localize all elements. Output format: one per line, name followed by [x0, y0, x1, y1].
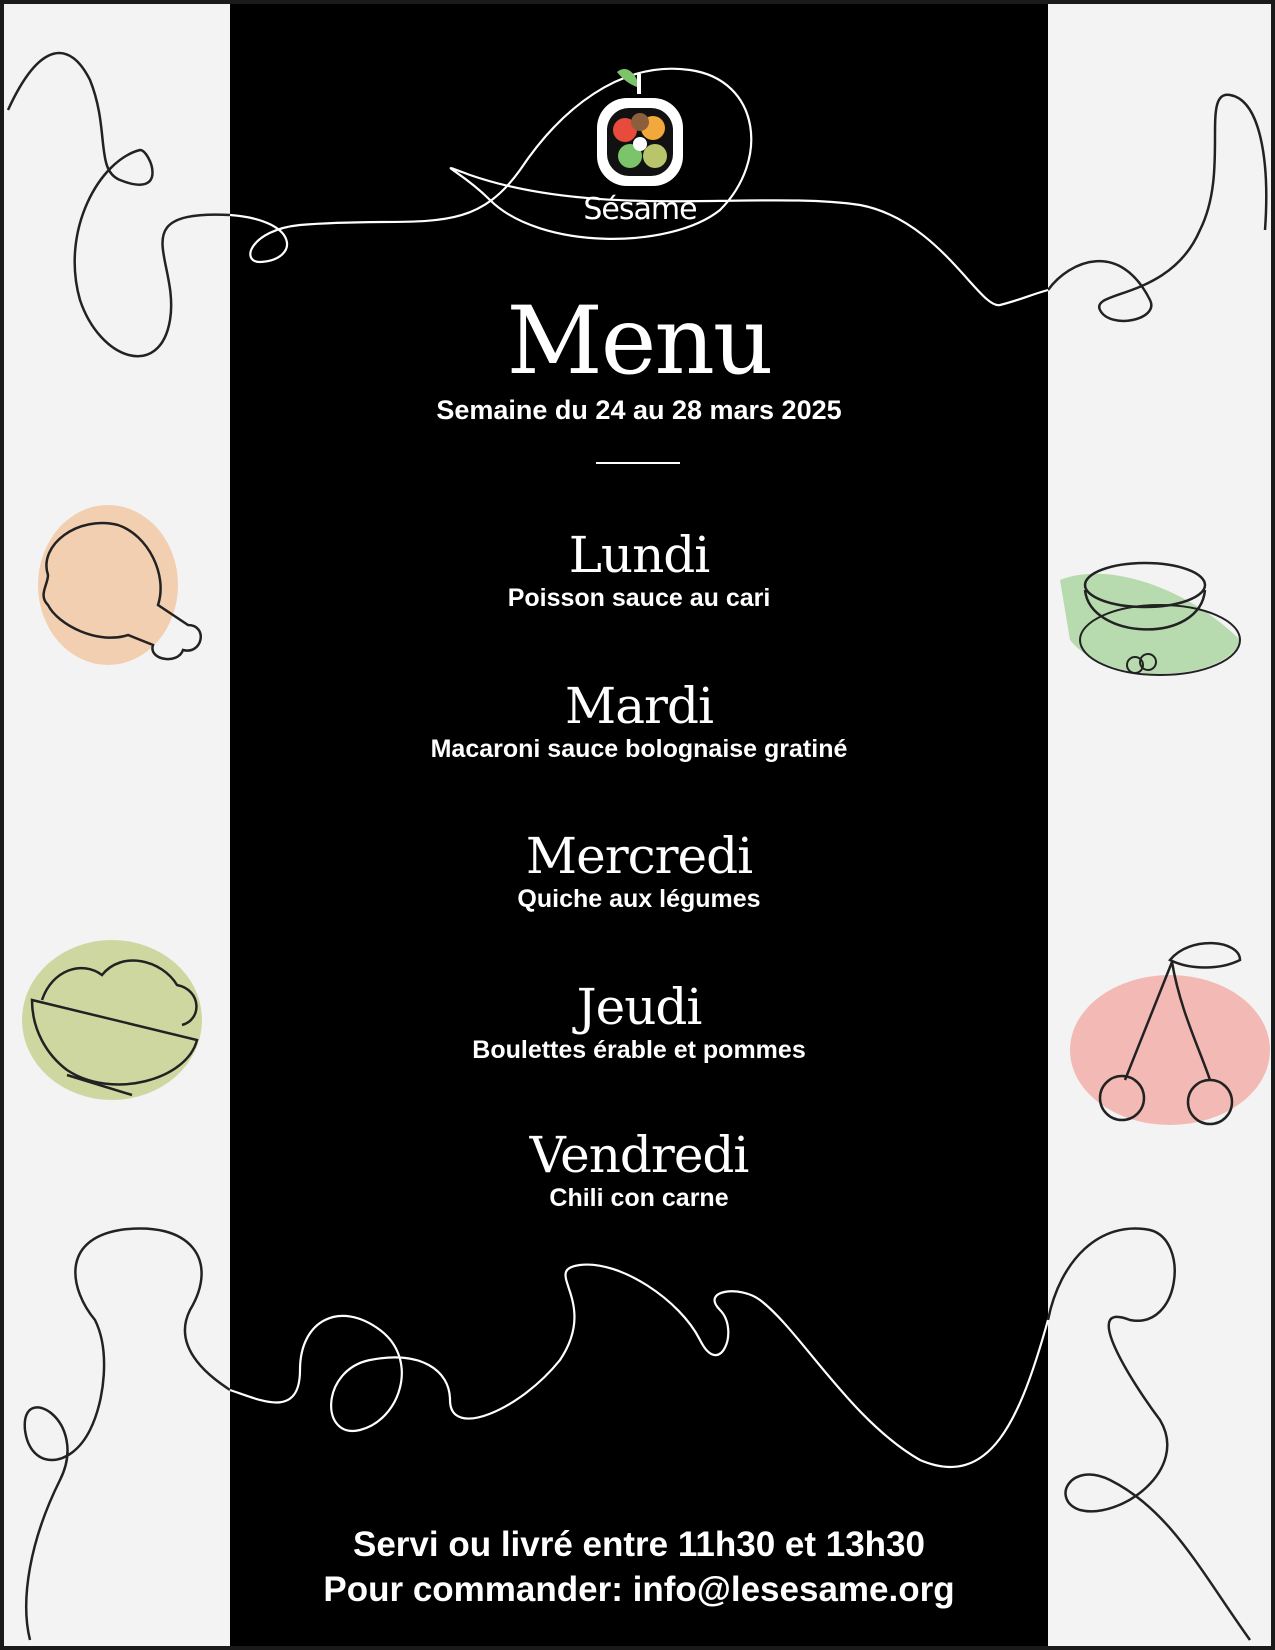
service-hours: Servi ou livré entre 11h30 et 13h30 [353, 1525, 925, 1564]
day-name: Lundi [568, 526, 710, 584]
day-name: Jeudi [576, 978, 702, 1036]
day-name: Mardi [565, 677, 713, 735]
page-title: Menu [506, 287, 772, 396]
week-subtitle: Semaine du 24 au 28 mars 2025 [436, 395, 842, 425]
day-dish: Chili con carne [549, 1184, 729, 1212]
order-contact: Pour commander: info@lesesame.org [323, 1570, 955, 1609]
day-dish: Poisson sauce au cari [507, 584, 771, 612]
day-name: Mercredi [525, 827, 753, 885]
day-dish: Macaroni sauce bolognaise gratiné [430, 735, 848, 763]
day-dish: Quiche aux légumes [517, 885, 761, 913]
brand-name: Sésame [583, 192, 697, 227]
day-name: Vendredi [529, 1126, 749, 1184]
day-dish: Boulettes érable et pommes [472, 1036, 806, 1064]
